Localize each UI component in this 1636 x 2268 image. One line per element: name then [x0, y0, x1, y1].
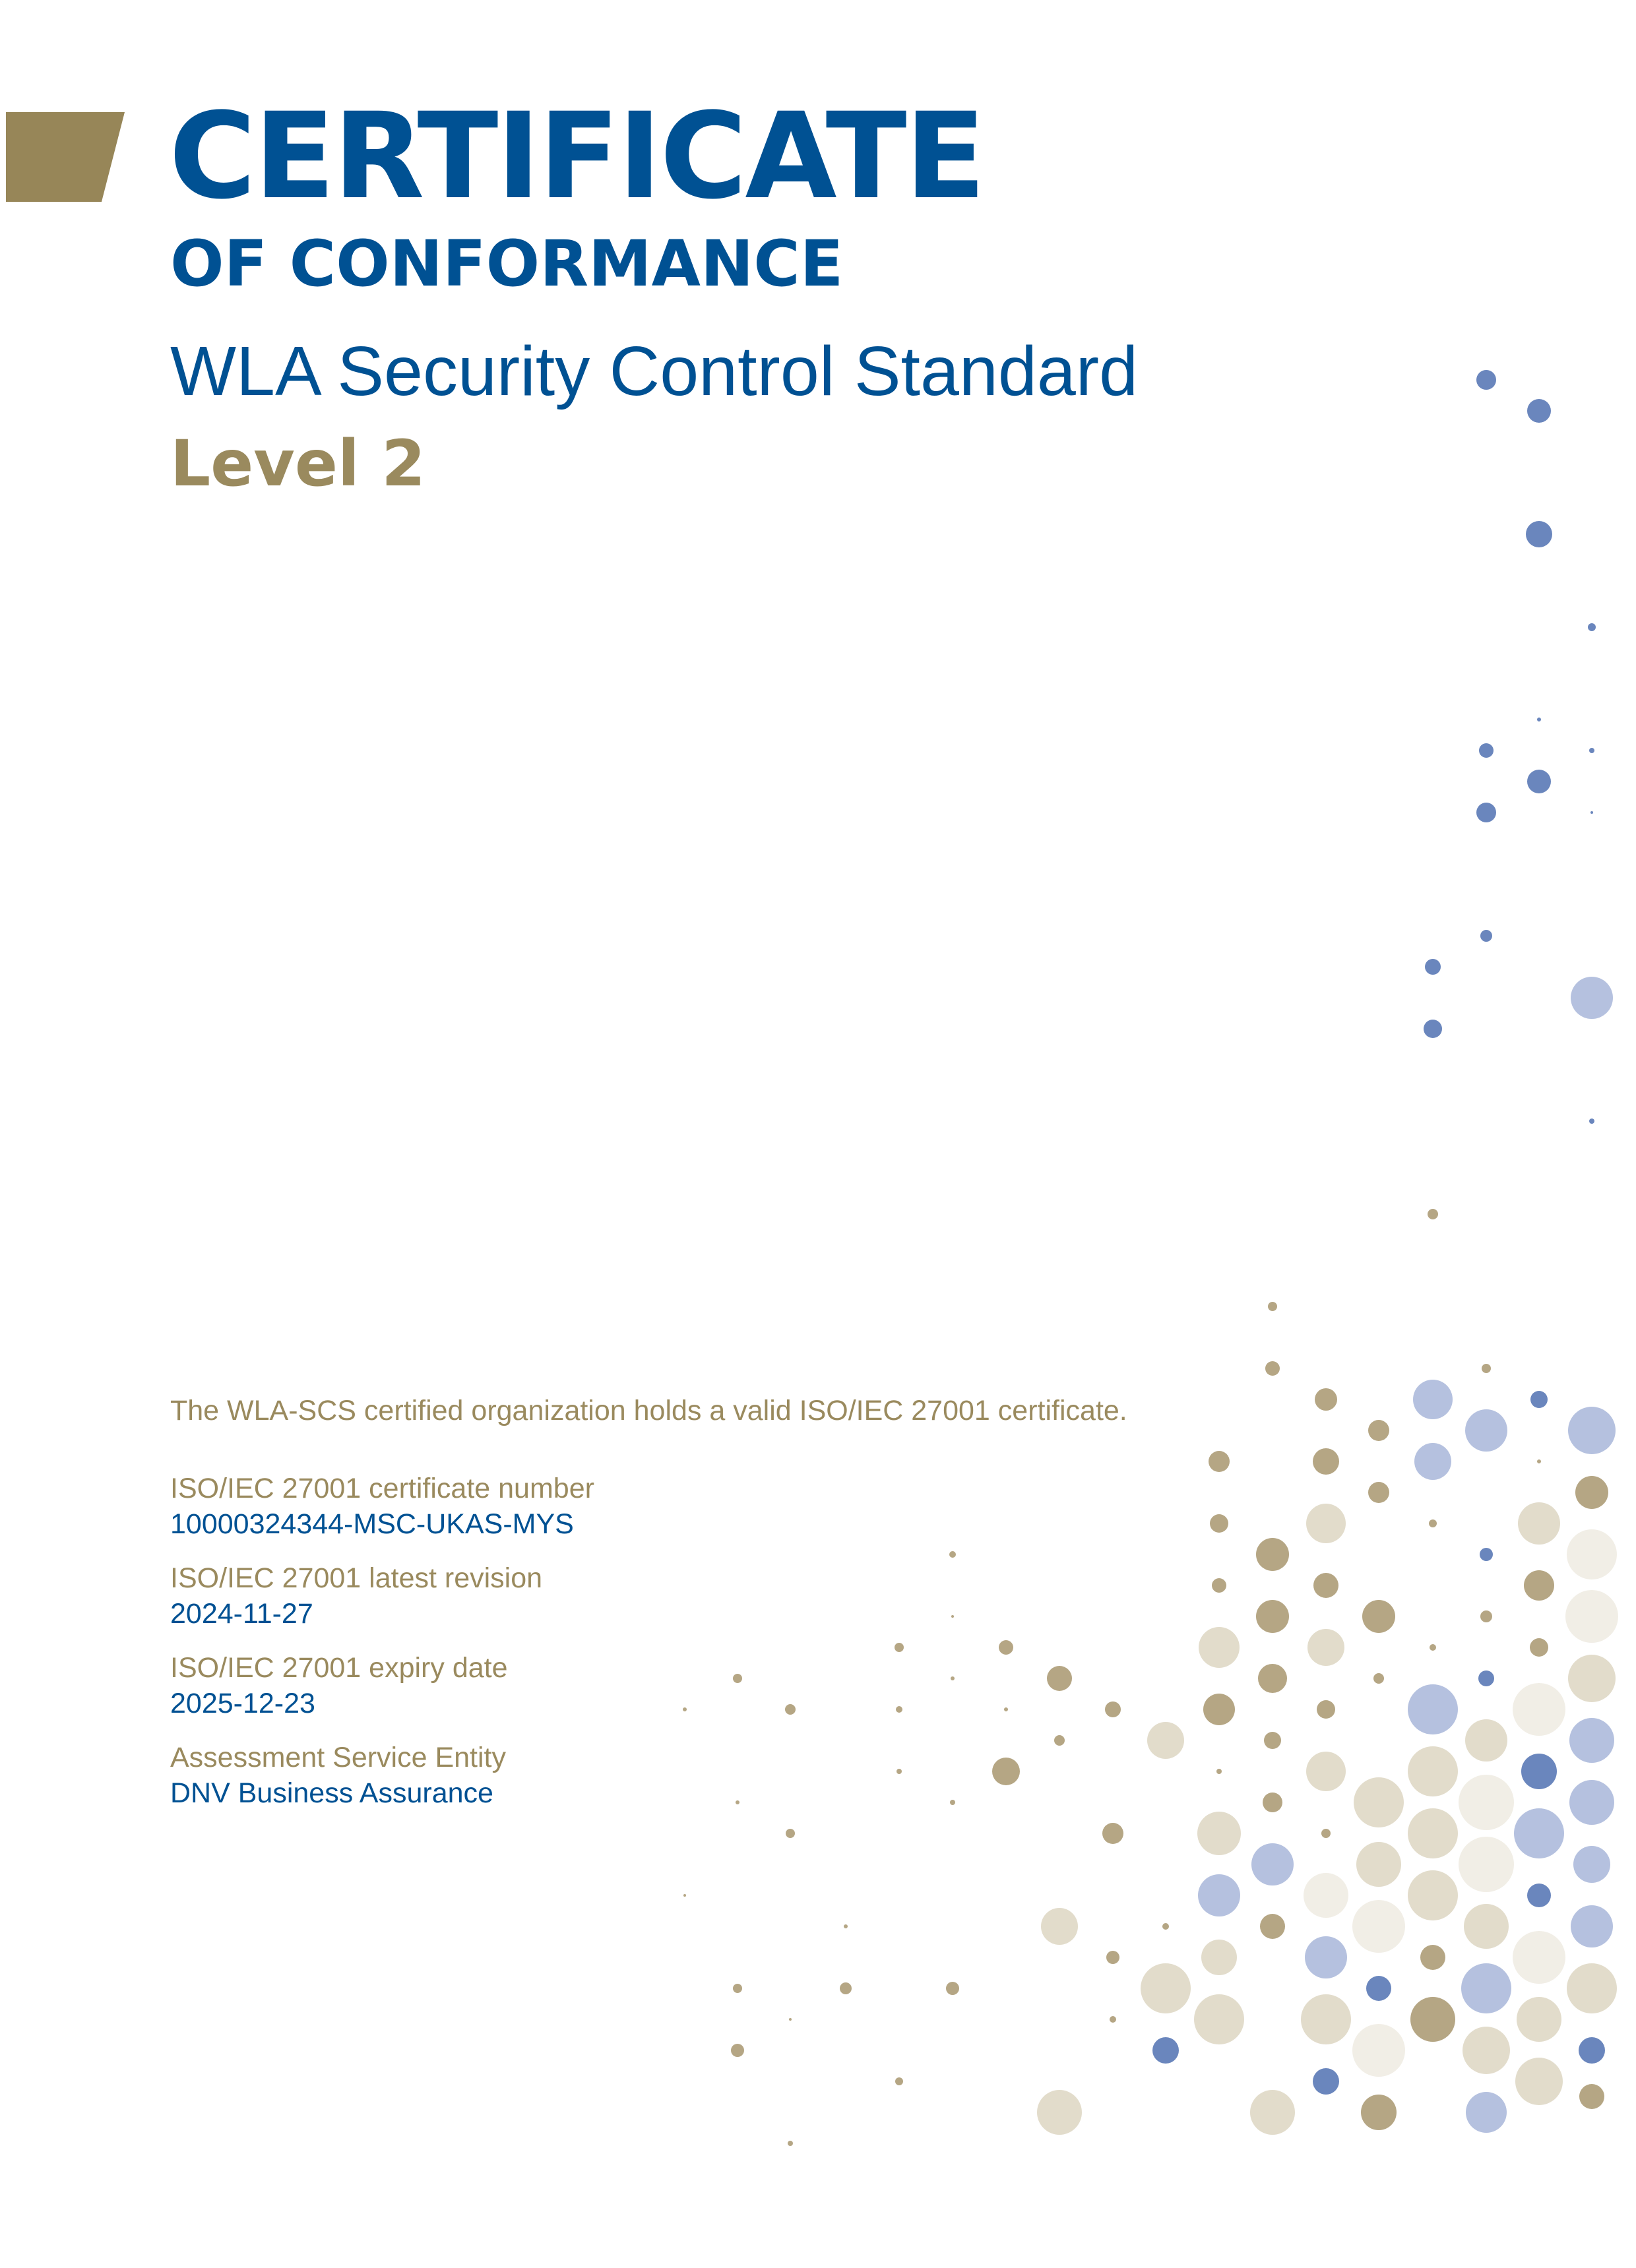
- decorative-dot: [1464, 1904, 1509, 1949]
- decorative-dot: [1588, 623, 1596, 631]
- decorative-dot: [1362, 1600, 1395, 1633]
- decorative-dot: [1425, 959, 1441, 975]
- decorative-dot: [1480, 1610, 1492, 1622]
- decorative-dot: [1420, 1945, 1445, 1970]
- decorative-dot: [1264, 1732, 1281, 1749]
- detail-latest-revision: [170, 1560, 594, 1632]
- decorative-dot: [1515, 2058, 1563, 2105]
- decorative-dot: [1368, 1420, 1389, 1441]
- decorative-dot: [1197, 1812, 1241, 1855]
- decorative-dot: [1568, 1655, 1616, 1702]
- decorative-dot: [1527, 770, 1551, 793]
- decorative-dot: [1373, 1673, 1384, 1684]
- decorative-dot: [1571, 977, 1613, 1019]
- decorative-dot: [1479, 743, 1494, 758]
- decorative-dot: [1569, 1780, 1614, 1825]
- decorative-dot: [992, 1758, 1020, 1785]
- decorative-dot: [946, 1982, 959, 1995]
- decorative-dot: [1408, 1808, 1458, 1858]
- decorative-dot: [785, 1704, 796, 1715]
- decorative-dot: [1263, 1793, 1282, 1812]
- decorative-dot: [1478, 1670, 1494, 1686]
- detail-label: ISO/IEC 27001 certificate number: [170, 1473, 594, 1504]
- decorative-dot: [1459, 1837, 1514, 1892]
- decorative-dot: [1054, 1735, 1065, 1746]
- detail-value: 2025-12-23: [170, 1688, 315, 1719]
- decorative-dot: [895, 1643, 904, 1652]
- level-label: Level 2: [170, 427, 426, 501]
- decorative-dot: [1513, 1931, 1565, 1984]
- detail-certificate-number: [170, 1471, 594, 1542]
- decorative-dot: [1465, 1409, 1507, 1452]
- decorative-dot: [1565, 1590, 1618, 1643]
- decorative-dot: [1199, 1627, 1240, 1668]
- decorative-dot: [1579, 2084, 1604, 2109]
- decorative-dot: [1354, 1777, 1404, 1827]
- certificate-details: [170, 1471, 594, 1829]
- detail-value: 10000324344-MSC-UKAS-MYS: [170, 1508, 574, 1540]
- decorative-dot: [1307, 1629, 1344, 1666]
- decorative-dot: [1306, 1752, 1346, 1791]
- decorative-dot: [1260, 1914, 1285, 1939]
- decorative-dot: [1410, 1997, 1455, 2042]
- decorative-dot: [844, 1924, 848, 1928]
- decorative-dot: [895, 2077, 903, 2085]
- decorative-dot: [1352, 2024, 1405, 2077]
- decorative-dot: [1212, 1578, 1226, 1593]
- decorative-dot: [896, 1706, 902, 1713]
- decorative-dot: [1567, 1529, 1617, 1579]
- decorative-dot: [1105, 1701, 1121, 1717]
- decorative-dot: [1315, 1388, 1337, 1411]
- decorative-dot: [1004, 1707, 1008, 1711]
- decorative-dot: [1537, 718, 1541, 721]
- decorative-dot: [1579, 2037, 1605, 2064]
- decorative-dot: [1590, 811, 1593, 814]
- decorative-dot: [1305, 1936, 1347, 1978]
- decorative-dot: [1569, 1718, 1614, 1763]
- decorative-dot: [1466, 2092, 1507, 2133]
- decorative-dot: [897, 1769, 902, 1774]
- decorative-dot: [1461, 1963, 1511, 2013]
- decorative-dot: [1313, 2068, 1339, 2095]
- decorative-dot: [1037, 2090, 1082, 2135]
- decorative-dot: [1517, 1997, 1561, 2042]
- decorative-dot: [789, 2018, 792, 2021]
- decorative-dot: [1306, 1504, 1346, 1543]
- decorative-dot: [1251, 1843, 1294, 1885]
- decorative-dot: [949, 1551, 956, 1558]
- decorative-dot: [1573, 1846, 1610, 1883]
- decorative-dot: [1356, 1842, 1401, 1887]
- decorative-dot: [683, 1894, 686, 1897]
- decorative-dot: [1210, 1514, 1228, 1533]
- decorative-dot: [1321, 1829, 1331, 1838]
- decorative-dot: [1216, 1769, 1222, 1774]
- decorative-dot: [1102, 1823, 1123, 1844]
- decorative-dot: [1408, 1684, 1458, 1734]
- decorative-dot: [1313, 1573, 1338, 1598]
- decorative-dot: [1530, 1391, 1548, 1408]
- decorative-dot: [733, 1984, 742, 1993]
- decorative-dot: [1463, 2027, 1510, 2074]
- decorative-dot: [1526, 521, 1552, 547]
- decorative-dot: [1352, 1900, 1405, 1953]
- decorative-dot: [1480, 930, 1492, 942]
- decorative-dot: [1465, 1719, 1507, 1762]
- decorative-dot: [1041, 1908, 1078, 1945]
- decorative-dot: [1152, 2037, 1179, 2064]
- decorative-dot: [1361, 2095, 1397, 2130]
- decorative-dot: [1428, 1209, 1438, 1219]
- decorative-dot: [1198, 1874, 1240, 1916]
- decorative-dot: [1589, 1119, 1594, 1124]
- decorative-dot: [1047, 1666, 1072, 1691]
- decorative-dot: [1265, 1361, 1280, 1376]
- decorative-dot: [1110, 2016, 1116, 2023]
- decorative-dot: [1568, 1407, 1616, 1454]
- decorative-dot: [731, 2044, 744, 2057]
- decorative-dot: [1476, 803, 1496, 822]
- decorative-dot: [1408, 1870, 1458, 1920]
- decorative-dot: [1459, 1775, 1514, 1830]
- detail-label: ISO/IEC 27001 expiry date: [170, 1652, 508, 1684]
- detail-label: ISO/IEC 27001 latest revision: [170, 1562, 543, 1594]
- decorative-dot: [1513, 1683, 1565, 1736]
- detail-expiry-date: [170, 1650, 594, 1721]
- detail-value: DNV Business Assurance: [170, 1777, 493, 1809]
- decorative-dot: [1366, 1976, 1391, 2001]
- certificate-title: CERTIFICATE: [169, 88, 984, 226]
- decorative-dot: [1589, 748, 1594, 753]
- decorative-dot: [683, 1707, 687, 1711]
- certification-statement: The WLA-SCS certified organization holds a valid ISO/IEC 27001 certificate.: [170, 1395, 1127, 1426]
- decorative-dot: [1141, 1963, 1191, 2013]
- decorative-dot: [1106, 1951, 1119, 1964]
- decorative-dot: [1527, 1884, 1551, 1907]
- decorative-dot: [1301, 1994, 1351, 2044]
- decorative-dot: [1527, 399, 1551, 423]
- decorative-dot: [1256, 1538, 1289, 1571]
- decorative-dot: [1201, 1940, 1237, 1975]
- decorative-dot: [1571, 1905, 1613, 1947]
- decorative-dot: [1514, 1808, 1564, 1858]
- decorative-dot: [1368, 1482, 1389, 1503]
- decorative-dot: [950, 1800, 955, 1805]
- decorative-dot: [1480, 1548, 1493, 1561]
- decorative-dot: [786, 1829, 795, 1838]
- decorative-dot: [733, 1674, 742, 1683]
- decorative-dot: [736, 1800, 739, 1804]
- decorative-dot: [1575, 1476, 1608, 1509]
- decorative-dot: [1537, 1459, 1541, 1463]
- decorative-dot: [1317, 1700, 1335, 1719]
- decorative-dot: [1524, 1570, 1554, 1601]
- decorative-dot: [1482, 1364, 1491, 1373]
- decorative-dot: [1424, 1020, 1442, 1038]
- standard-name: WLA Security Control Standard: [170, 332, 1139, 410]
- decorative-dot: [951, 1676, 955, 1680]
- decorative-dot: [840, 1982, 852, 1994]
- decorative-dot: [1194, 1994, 1244, 2044]
- decorative-dot: [1476, 370, 1496, 390]
- decorative-dot: [1567, 1963, 1617, 2013]
- decorative-dot: [1521, 1754, 1557, 1789]
- decorative-dot: [1209, 1451, 1230, 1472]
- decorative-dot: [788, 2141, 793, 2146]
- detail-assessment-entity: [170, 1740, 594, 1811]
- decorative-dot: [1304, 1873, 1348, 1918]
- decorative-dot: [1414, 1443, 1451, 1480]
- decorative-dot: [999, 1640, 1013, 1655]
- detail-label: Assessment Service Entity: [170, 1742, 507, 1773]
- decorative-dot: [1147, 1722, 1184, 1759]
- decorative-dot: [1203, 1694, 1235, 1725]
- decorative-dot: [1429, 1519, 1437, 1527]
- decorative-dot: [951, 1615, 954, 1618]
- certificate-subtitle: OF CONFORMANCE: [170, 227, 844, 301]
- decorative-dot: [1258, 1664, 1287, 1693]
- decorative-dot: [1256, 1600, 1289, 1633]
- decorative-dot: [1250, 2090, 1295, 2135]
- decorative-dot: [1313, 1448, 1339, 1475]
- decorative-dot: [1408, 1746, 1458, 1796]
- decorative-dot: [1530, 1638, 1548, 1657]
- decorative-dot: [1413, 1380, 1453, 1419]
- decorative-dot: [1162, 1923, 1169, 1930]
- decorative-dot: [1268, 1302, 1277, 1311]
- decorative-dot: [1518, 1502, 1560, 1545]
- detail-value: 2024-11-27: [170, 1598, 313, 1630]
- decorative-dot: [1430, 1644, 1436, 1651]
